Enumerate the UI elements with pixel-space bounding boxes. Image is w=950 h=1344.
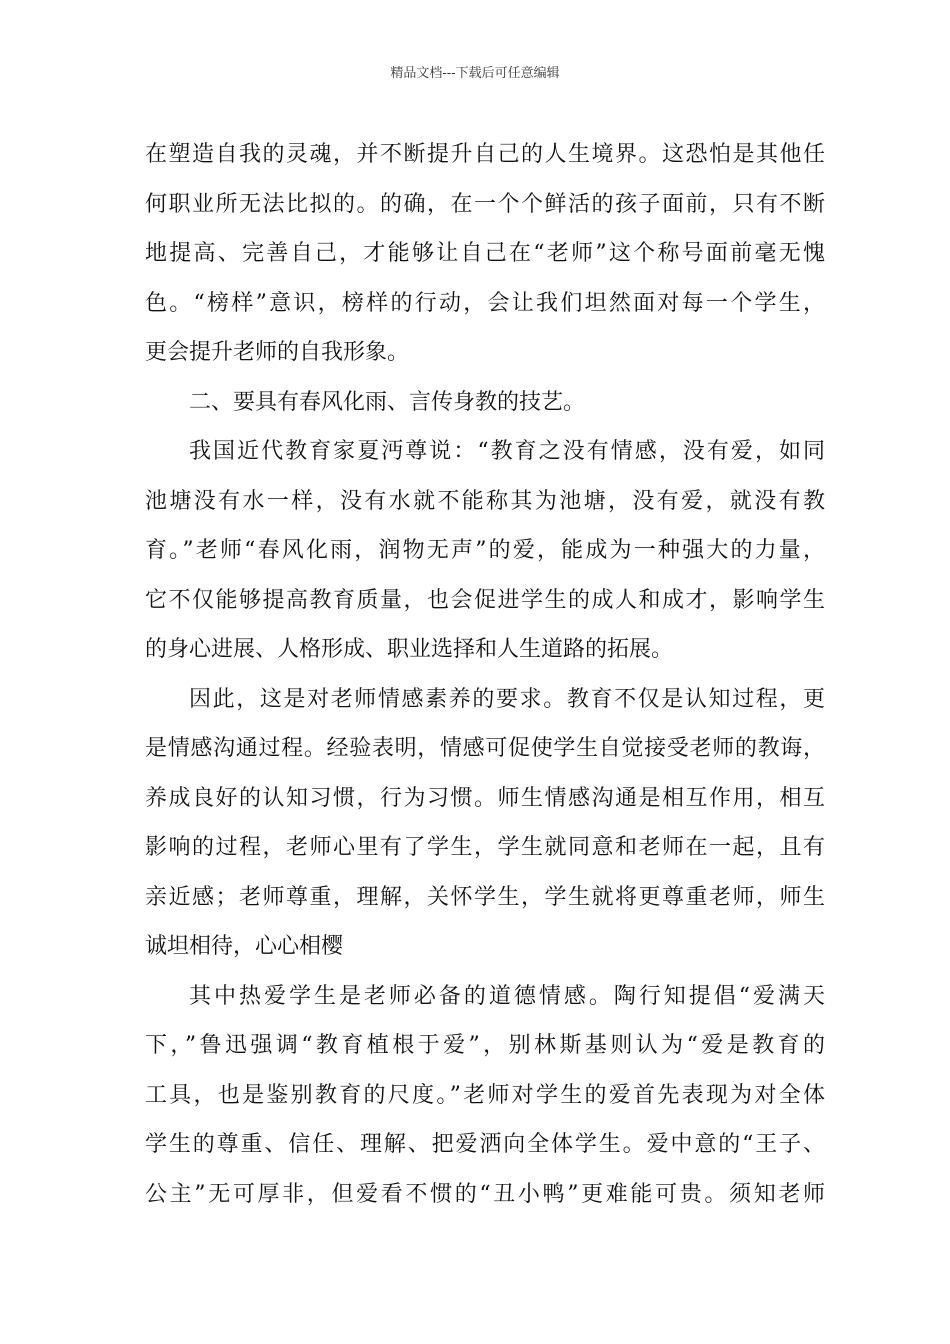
text-line: 养成良好的认知习惯，行为习惯。师生情感沟通是相互作用，相互	[145, 785, 825, 811]
paragraph	[145, 130, 825, 378]
text-line: 亲近感；老师尊重，理解，关怀学生，学生就将更尊重老师，师生	[145, 884, 825, 910]
text-line: 其中热爱学生是老师必备的道德情感。陶行知提倡“爱满天	[189, 983, 825, 1009]
text-line: 我国近代教育家夏沔尊说：“教育之没有情感，没有爱，如同	[189, 439, 825, 464]
text-line: 二、要具有春风化雨、言传身教的技艺。	[189, 389, 586, 415]
paragraph	[145, 378, 825, 428]
text-line: 因此，这是对老师情感素养的要求。教育不仅是认知过程，更	[189, 686, 825, 712]
text-line: 下，”鲁迅强调“教育植根于爱”，别林斯基则认为“爱是教育的	[145, 1033, 825, 1058]
text-line: 学生的尊重、信任、理解、把爱洒向全体学生。爱中意的“王子、	[145, 1132, 825, 1157]
text-line: 公主”无可厚非，但爱看不惯的“丑小鸭”更难能可贵。须知老师	[145, 1181, 825, 1207]
document-body	[145, 130, 825, 1219]
text-line: 何职业所无法比拟的。的确，在一个个鲜活的孩子面前，只有不断	[145, 191, 825, 217]
text-line: 的身心进展、人格形成、职业选择和人生道路的拓展。	[145, 637, 674, 662]
paragraph	[145, 427, 825, 675]
text-line: 它不仅能够提高教育质量，也会促进学生的成人和成才，影响学生	[145, 587, 825, 613]
text-line: 更会提升老师的自我形象。	[145, 340, 410, 365]
text-line: 诚坦相待，心心相樱	[145, 934, 344, 959]
text-line: 工具，也是鉴别教育的尺度。”老师对学生的爱首先表现为对全体	[145, 1082, 825, 1108]
text-line: 在塑造自我的灵魂，并不断提升自己的人生境界。这恐怕是其他任	[145, 142, 825, 167]
text-line: 育。”老师“春风化雨，润物无声”的爱，能成为一种强大的力量，	[145, 538, 825, 563]
text-line: 色。“榜样”意识，榜样的行动，会让我们坦然面对每一个学生，	[145, 290, 825, 316]
text-line: 是情感沟通过程。经验表明，情感可促使学生自觉接受老师的教诲，	[145, 736, 825, 761]
text-line: 地提高、完善自己，才能够让自己在“老师”这个称号面前毫无愧	[145, 241, 825, 266]
paragraph	[145, 675, 825, 972]
text-line: 池塘没有水一样，没有水就不能称其为池塘，没有爱，就没有教	[145, 488, 825, 514]
paragraph	[145, 972, 825, 1220]
text-line: 影响的过程，老师心里有了学生，学生就同意和老师在一起，且有	[145, 835, 825, 860]
page-header: 精品文档---下载后可任意编辑	[390, 66, 560, 81]
